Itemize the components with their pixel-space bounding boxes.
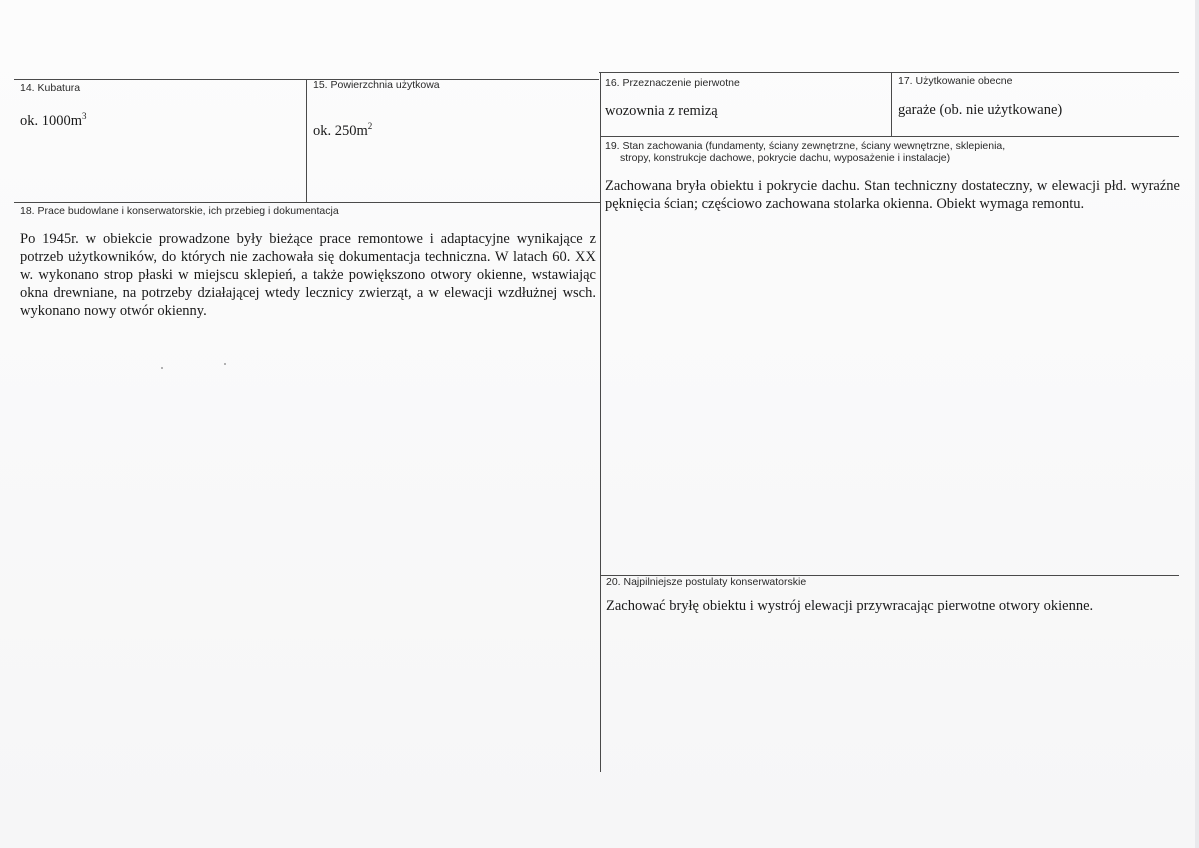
field-15-value-text: ok. 250m: [313, 123, 368, 139]
field-18-label: 18. Prace budowlane i konserwatorskie, ich przebieg i dokumentacja: [20, 205, 339, 217]
field-15-label: 15. Powierzchnia użytkowa: [313, 79, 440, 91]
field-14-value-exponent: 3: [82, 111, 87, 121]
field-19-label: [605, 140, 1165, 164]
field-19-value: Zachowana bryła obiektu i pokrycie dachu. Stan techniczny dostateczny, w elewacji płd. wyraźne pęknięcia ścian; częściowo zachowana stolarka okienna. Obiekt wymaga remontu.: [605, 178, 1180, 212]
scan-speck: [224, 363, 226, 365]
field-14-label: 14. Kubatura: [20, 82, 81, 94]
rule-14-18: [14, 202, 600, 203]
rule-16-19: [600, 136, 1179, 137]
field-20-value: Zachować bryłę obiektu i wystrój elewacji przywracając pierwotne otwory okienne.: [606, 598, 1094, 614]
rule-col-main: [600, 72, 601, 772]
rule-col-16-17: [891, 72, 892, 136]
field-15-value: [313, 122, 372, 140]
field-20-label: 20. Najpilniejsze postulaty konserwatorskie: [606, 576, 807, 588]
rule-col-14-15: [306, 79, 307, 202]
field-19-label-line2: stropy, konstrukcje dachowe, pokrycie dachu, wyposażenie i instalacje): [620, 152, 951, 164]
field-16-label: 16. Przeznaczenie pierwotne: [605, 77, 740, 89]
field-14-value-text: ok. 1000m: [20, 113, 83, 129]
scan-speck: [161, 367, 163, 369]
card-edge: [1195, 0, 1199, 848]
field-14-value: [20, 112, 87, 130]
field-17-label: 17. Użytkowanie obecne: [898, 75, 1013, 87]
rule-top-right: [599, 72, 1179, 73]
field-15-value-exponent: 2: [367, 121, 373, 131]
field-16-value: wozownia z remizą: [605, 103, 718, 119]
field-17-value: garaże (ob. nie użytkowane): [898, 102, 1063, 118]
field-19-label-line1: 19. Stan zachowania (fundamenty, ściany zewnętrzne, ściany wewnętrzne, sklepienia,: [605, 140, 1006, 152]
field-18-value: Po 1945r. w obiekcie prowadzone były bieżące prace remontowe i adaptacyjne wynikające z potrzeb użytkowników, do których nie zachowała się dokumentacja techniczna. W latach 60. XX w. wykonano strop płaski w miejscu sklepień, a także powiększono otwory okienne, wstawiając okna drewniane, na potrzeby działającej wtedy lecznicy zwierząt, a w elewacji wzdłużnej wsch. wykonano nowy otwór okienny.: [20, 231, 596, 319]
